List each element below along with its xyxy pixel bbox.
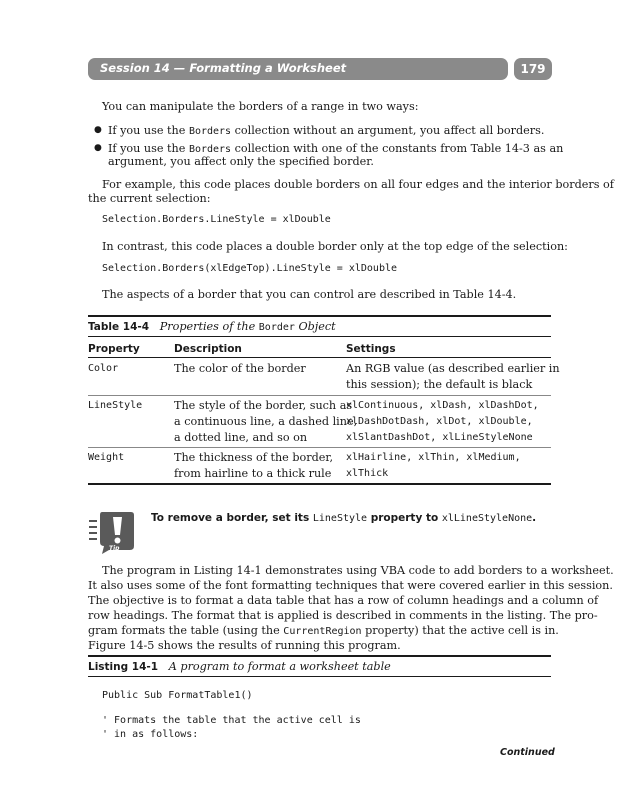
bullet-1-text-b: collection without an argument, you affect all borders. <box>231 124 545 137</box>
listing-line: ' Formats the table that the active cell is <box>102 715 361 726</box>
tip-text-b: property to <box>367 512 442 524</box>
tip-text <box>151 512 536 524</box>
listing-label: Listing 14-1 <box>88 661 159 673</box>
para4-line1: The program in Listing 14-1 demonstrates using VBA code to add borders to a worksheet. <box>102 564 614 577</box>
table-header-description: Description <box>174 343 242 355</box>
bullet-1 <box>108 123 544 139</box>
table-caption-code: Border <box>258 322 295 333</box>
listing-line: Public Sub FormatTable1() <box>102 690 253 701</box>
table-cell-description: a continuous line, a dashed line, <box>174 415 358 428</box>
table-cell-description: The style of the border, such as <box>174 399 353 412</box>
para3: The aspects of a border that you can control are described in Table 14-4. <box>102 288 517 301</box>
para4-line6: Figure 14-5 shows the results of running this program. <box>88 639 401 652</box>
table-top-rule <box>88 315 551 317</box>
tip-text-c: . <box>532 512 537 524</box>
bullet-2-code: Borders <box>188 144 232 155</box>
listing-top-rule <box>88 655 551 657</box>
bullet-2-text-a: If you use the <box>108 142 189 155</box>
table-cell-settings: xlHairline, xlThin, xlMedium, <box>346 452 521 463</box>
tip-icon-label: Tip <box>109 545 120 552</box>
listing-caption-rule <box>88 676 551 677</box>
table-cell-settings: An RGB value (as described earlier in <box>346 362 560 375</box>
tip-text-a: To remove a border, set its <box>151 512 313 524</box>
code-sample-1: Selection.Borders.LineStyle = xlDouble <box>102 214 331 225</box>
para4-line2: It also uses some of the font formatting techniques that were covered earlier in this session. <box>88 579 613 592</box>
table-bottom-rule <box>88 483 551 485</box>
table-label: Table 14-4 <box>88 321 150 333</box>
bullet-1-text-a: If you use the <box>108 124 189 137</box>
table-header-rule <box>88 357 551 358</box>
table-cell-property: LineStyle <box>88 400 143 411</box>
table-header-property: Property <box>88 343 140 355</box>
table-caption-rule <box>88 336 551 337</box>
para1-line1: For example, this code places double borders on all four edges and the interior borders of <box>102 178 614 191</box>
table-cell-description: The color of the border <box>174 362 306 375</box>
listing-caption-text: A program to format a worksheet table <box>168 660 391 673</box>
continued-label: Continued <box>500 747 555 758</box>
para4-line5-text-b: property) that the active cell is in. <box>361 624 559 637</box>
listing-caption <box>88 659 391 675</box>
para4-line5-code: CurrentRegion <box>283 626 362 637</box>
bullet-dot-icon: ● <box>94 125 102 135</box>
table-cell-property: Weight <box>88 452 125 463</box>
table-header-settings: Settings <box>346 343 396 355</box>
table-cell-description: a dotted line, and so on <box>174 431 308 444</box>
table-cell-settings: xlThick <box>346 468 389 479</box>
table-cell-settings: this session); the default is black <box>346 378 533 391</box>
table-cell-property: Color <box>88 363 119 374</box>
table-cell-settings: xlDashDotDash, xlDot, xlDouble, <box>346 416 533 427</box>
bullet-2-line2: argument, you affect only the specified border. <box>108 155 374 168</box>
table-row-divider <box>88 447 551 448</box>
para4-line3: The objective is to format a data table that has a row of column headings and a column of <box>88 594 599 607</box>
intro-paragraph: You can manipulate the borders of a range in two ways: <box>102 100 419 113</box>
para4-line5-text-a: gram formats the table (using the <box>88 624 284 637</box>
table-caption-text: Properties of the <box>159 320 259 333</box>
para4-line5 <box>88 623 559 639</box>
para1-line2: the current selection: <box>88 192 211 205</box>
header-title: Session 14 — Formatting a Worksheet <box>100 61 347 75</box>
bullet-2-text-b: collection with one of the constants from Table 14-3 as an <box>231 142 564 155</box>
page-number: 179 <box>514 58 552 80</box>
table-cell-settings: xlContinuous, xlDash, xlDashDot, <box>346 400 539 411</box>
tip-code-2: xlLineStyleNone <box>441 513 533 524</box>
listing-line: ' in as follows: <box>102 729 199 740</box>
bullet-dot-icon: ● <box>94 143 102 153</box>
code-sample-2: Selection.Borders(xlEdgeTop).LineStyle = xlDouble <box>102 263 398 274</box>
table-caption-suffix: Object <box>294 320 336 333</box>
bullet-1-code: Borders <box>188 126 232 137</box>
table-row-divider <box>88 395 551 396</box>
tip-icon <box>89 510 135 554</box>
table-cell-description: The thickness of the border, <box>174 451 334 464</box>
para2: In contrast, this code places a double border only at the top edge of the selection: <box>102 240 568 253</box>
para4-line4: row headings. The format that is applied is described in comments in the listing. The pro- <box>88 609 598 622</box>
table-cell-settings: xlSlantDashDot, xlLineStyleNone <box>346 432 533 443</box>
table-cell-description: from hairline to a thick rule <box>174 467 332 480</box>
running-header <box>88 58 508 80</box>
table-caption <box>88 319 336 335</box>
tip-code-1: LineStyle <box>312 513 368 524</box>
